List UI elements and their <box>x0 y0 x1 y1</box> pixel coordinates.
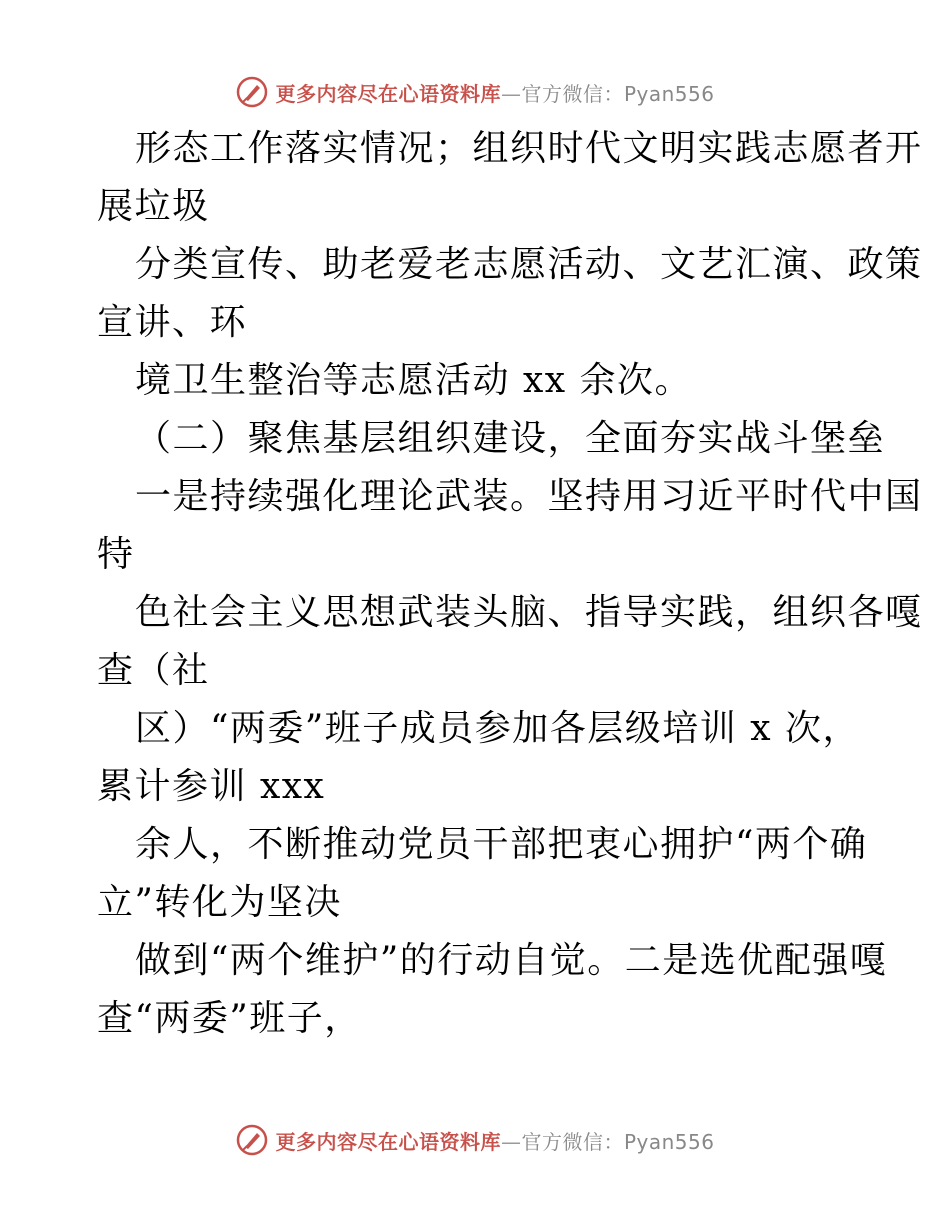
feather-pen-logo-icon <box>235 75 269 109</box>
body-line: 累计参训 xxx <box>97 766 326 807</box>
feather-pen-logo-icon <box>235 1123 269 1157</box>
watermark-separator: — <box>500 1129 522 1154</box>
body-line: 查（社 <box>97 650 210 691</box>
body-line: 余人，不断推动党员干部把衷心拥护“两个确 <box>135 824 868 865</box>
body-line: 特 <box>97 534 135 575</box>
section-heading: （二）聚焦基层组织建设，全面夯实战斗堡垒 <box>135 418 886 459</box>
body-line: 立”转化为坚决 <box>97 882 342 923</box>
body-line: 做到“两个维护”的行动自觉。二是选优配强嘎 <box>135 940 888 981</box>
document-body <box>97 120 923 1048</box>
body-line: 一是持续强化理论武装。坚持用习近平时代中国 <box>135 476 923 517</box>
body-line: 色社会主义思想武装头脑、指导实践，组织各嘎 <box>135 592 923 633</box>
watermark-separator: — <box>500 81 522 106</box>
watermark-text <box>275 78 714 107</box>
footer-watermark <box>0 1120 950 1160</box>
body-line: 境卫生整治等志愿活动 xx 余次。 <box>135 360 692 401</box>
body-line: 区）“两委”班子成员参加各层级培训 x 次， <box>135 708 860 749</box>
header-watermark <box>0 72 950 112</box>
body-line: 展垃圾 <box>97 186 210 227</box>
body-line: 查“两委”班子， <box>97 998 362 1039</box>
watermark-wechat: 官方微信：Pyan556 <box>521 1129 715 1154</box>
body-line: 形态工作落实情况；组织时代文明实践志愿者开 <box>135 128 923 169</box>
watermark-wechat: 官方微信：Pyan556 <box>521 81 715 106</box>
body-line: 宣讲、环 <box>97 302 248 343</box>
watermark-brand: 更多内容尽在心语资料库 <box>275 1129 501 1154</box>
body-line: 分类宣传、助老爱老志愿活动、文艺汇演、政策 <box>135 244 923 285</box>
watermark-text <box>275 1126 714 1155</box>
watermark-brand: 更多内容尽在心语资料库 <box>275 81 501 106</box>
